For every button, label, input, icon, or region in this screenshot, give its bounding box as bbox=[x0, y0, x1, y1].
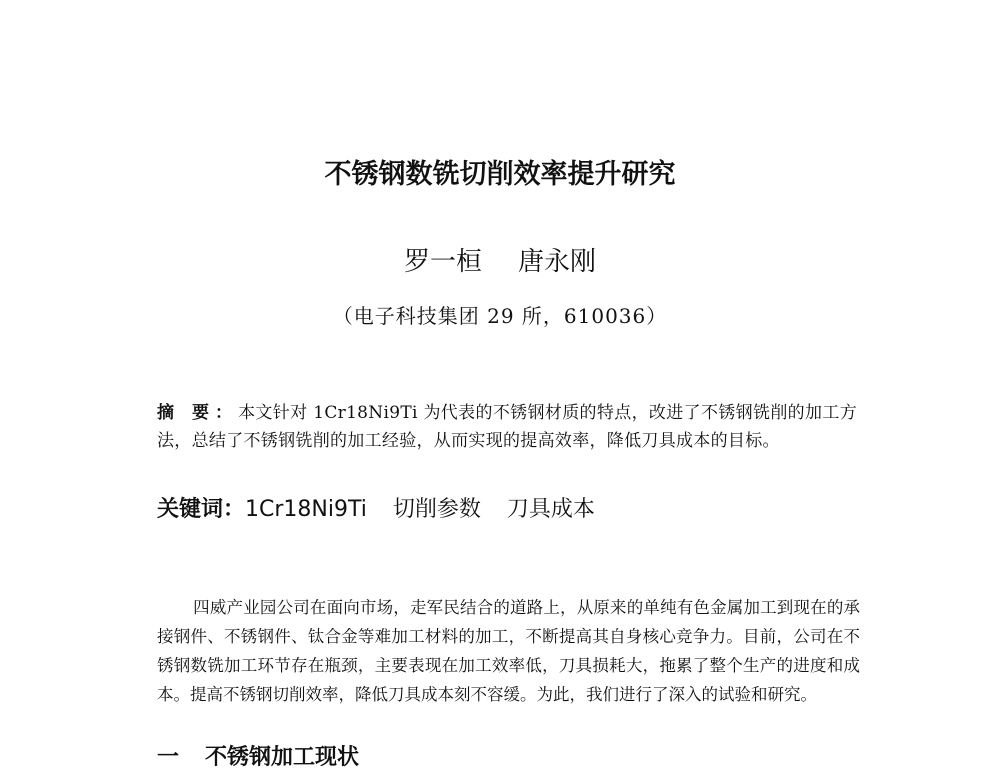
author-name: 唐永刚 bbox=[518, 247, 597, 277]
body-paragraph bbox=[157, 593, 860, 709]
keyword: 切削参数 bbox=[392, 497, 481, 522]
abstract bbox=[157, 399, 857, 455]
author-name: 罗一桓 bbox=[403, 247, 482, 277]
paper-authors bbox=[0, 241, 1000, 278]
abstract-text: 本文针对 1Cr18Ni9Ti 为代表的不锈钢材质的特点，改进了不锈钢铣削的加工方法，总结了不锈钢铣削的加工经验，从而实现的提高效率，降低刀具成本的目标。 bbox=[157, 403, 857, 451]
body-paragraph-text: 四威产业园公司在面向市场，走军民结合的道路上，从原来的单纯有色金属加工到现在的承接钢件、不锈钢件、钛合金等难加工材料的加工，不断提高其自身核心竞争力。目前，公司在不锈钢数铣加工环节存在瓶颈，主要表现在加工效率低，刀具损耗大，拖累了整个生产的进度和成本。提高不锈钢切削效率，降低刀具成本刻不容缓。为此，我们进行了深入的试验和研究。 bbox=[157, 598, 860, 704]
paper-title: 不锈钢数铣切削效率提升研究 bbox=[324, 159, 676, 190]
section-number: 一 bbox=[157, 745, 180, 770]
keyword: 刀具成本 bbox=[506, 497, 595, 522]
keywords-label: 关键词： bbox=[157, 497, 246, 522]
paper-affiliation: （电子科技集团 29 所，610036） bbox=[332, 304, 668, 328]
keyword: 1Cr18Ni9Ti bbox=[245, 497, 367, 522]
abstract-label: 摘 要： bbox=[157, 403, 239, 423]
section-title: 不锈钢加工现状 bbox=[205, 745, 360, 770]
keywords bbox=[157, 492, 621, 523]
section-heading bbox=[157, 740, 359, 771]
